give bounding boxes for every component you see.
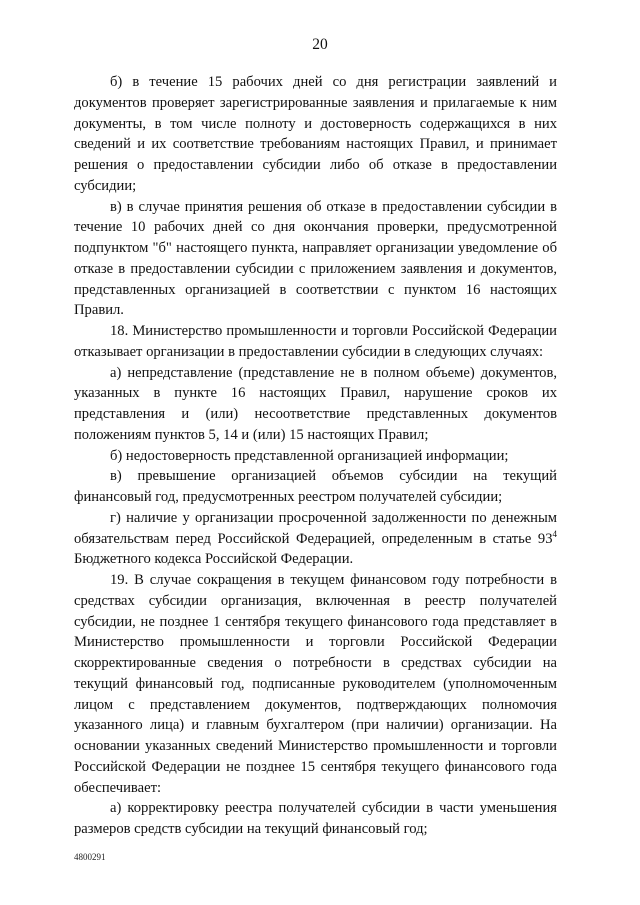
paragraph-18g-tail: Бюджетного кодекса Российской Федерации. bbox=[74, 551, 354, 568]
paragraph-18g bbox=[74, 508, 557, 570]
paragraph-18v: в) превышение организацией объемов субсидии на текущий финансовый год, предусмотренных реестром получателей субсидии; bbox=[74, 468, 557, 505]
paragraph-18a: а) непредставление (представление не в полном объеме) документов, указанных в пункте 16 настоящих Правил, нарушение сроков их представления и (или) несоответствие представленных документов положениям пунктов 5, 14 и (или) 15 настоящих Правил; bbox=[74, 364, 557, 443]
page-number: 20 bbox=[312, 36, 328, 53]
paragraph-17b: б) в течение 15 рабочих дней со дня регистрации заявлений и документов проверяет зарегистрированные заявления и прилагаемые к ним документы, в том числе полноту и достоверность содержащихся в них сведений и их соответствие требованиям настоящих Правил, и принимает решения о предоставлении субсидии либо об отказе в предоставлении субсидии; bbox=[74, 74, 557, 194]
paragraph-18g-text: г) наличие у организации просроченной задолженности по денежным обязательствам перед Российской Федерацией, определенным в статье 93 bbox=[74, 509, 557, 547]
paragraph-19a: а) корректировку реестра получателей субсидии в части уменьшения размеров средств субсидии на текущий финансовый год; bbox=[74, 800, 557, 837]
paragraph-19: 19. В случае сокращения в текущем финансовом году потребности в средствах субсидии организация, включенная в реестр получателей субсидии, не позднее 1 сентября текущего финансового года представляет в Министерство промышленности и торговли Российской Федерации скорректированные сведения о потребности в средствах субсидии на текущий финансовый год, подписанные руководителем (уполномоченным лицом с представлением документов, подтверждающих полномочия указанного лица) и главным бухгалтером (при наличии) организации. На основании указанных сведений Министерство промышленности и торговли Российской Федерации не позднее 15 сентября текущего финансового года обеспечивает: bbox=[74, 572, 557, 796]
document-code: 4800291 bbox=[74, 852, 106, 862]
paragraph-18: 18. Министерство промышленности и торговли Российской Федерации отказывает организации в предоставлении субсидии в следующих случаях: bbox=[74, 323, 557, 360]
paragraph-17v: в) в случае принятия решения об отказе в предоставлении субсидии в течение 10 рабочих дней со дня окончания проверки, предусмотренной подпунктом "б" настоящего пункта, направляет организации уведомление об отказе в предоставлении субсидии с приложением заявления и документов, представленных организацией в соответствии с пунктом 16 настоящих Правил. bbox=[74, 198, 557, 319]
document-body bbox=[74, 72, 557, 840]
paragraph-18b: б) недостоверность представленной организацией информации; bbox=[110, 447, 509, 464]
footnote-superscript: 4 bbox=[552, 528, 557, 539]
